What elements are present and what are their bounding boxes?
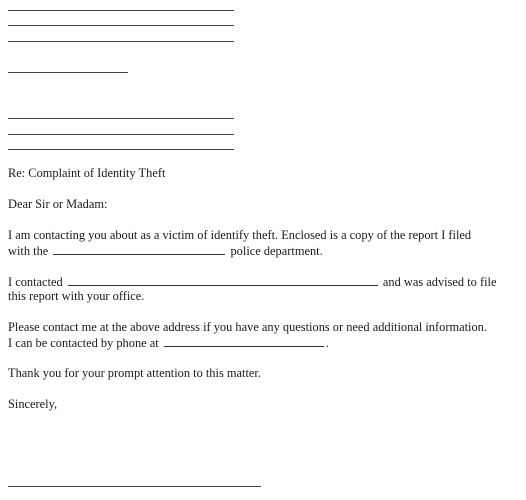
paragraph-2-line-1 [8,274,496,290]
police-department-blank[interactable] [53,243,225,255]
sender-address-line-2[interactable] [8,25,234,26]
paragraph-2-text-after-blank: and was advised to file [382,275,497,289]
thank-you-line: Thank you for your prompt attention to this matter. [8,366,261,380]
recipient-address-line-2[interactable] [8,134,234,135]
sender-address-line-3[interactable] [8,41,234,42]
subject-line: Re: Complaint of Identity Theft [8,166,166,180]
closing: Sincerely, [8,397,58,411]
paragraph-1-line-1: I am contacting you about as a victim of identify theft. Enclosed is a copy of the report I filed [8,228,472,242]
paragraph-2-text-before-blank: I contacted [8,275,63,289]
paragraph-3-text-before-blank: I can be contacted by phone at [8,336,159,350]
paragraph-3-line-2 [8,335,329,351]
paragraph-1-line-2 [8,243,323,259]
recipient-address-line-3[interactable] [8,149,234,150]
salutation: Dear Sir or Madam: [8,197,108,211]
signature-line[interactable] [8,486,261,487]
contacted-agency-blank[interactable] [68,274,378,286]
paragraph-1-text-before-blank: with the [8,244,49,258]
sender-address-line-1[interactable] [8,10,234,11]
paragraph-3-line-1: Please contact me at the above address if you have any questions or need additional information. [8,320,487,334]
recipient-address-line-1[interactable] [8,118,234,119]
phone-number-blank[interactable] [164,335,324,347]
date-line[interactable] [8,72,128,73]
paragraph-1-text-after-blank: police department. [230,244,323,258]
paragraph-3-text-after-blank: . [325,336,329,350]
paragraph-2-line-2: this report with your office. [8,289,145,303]
